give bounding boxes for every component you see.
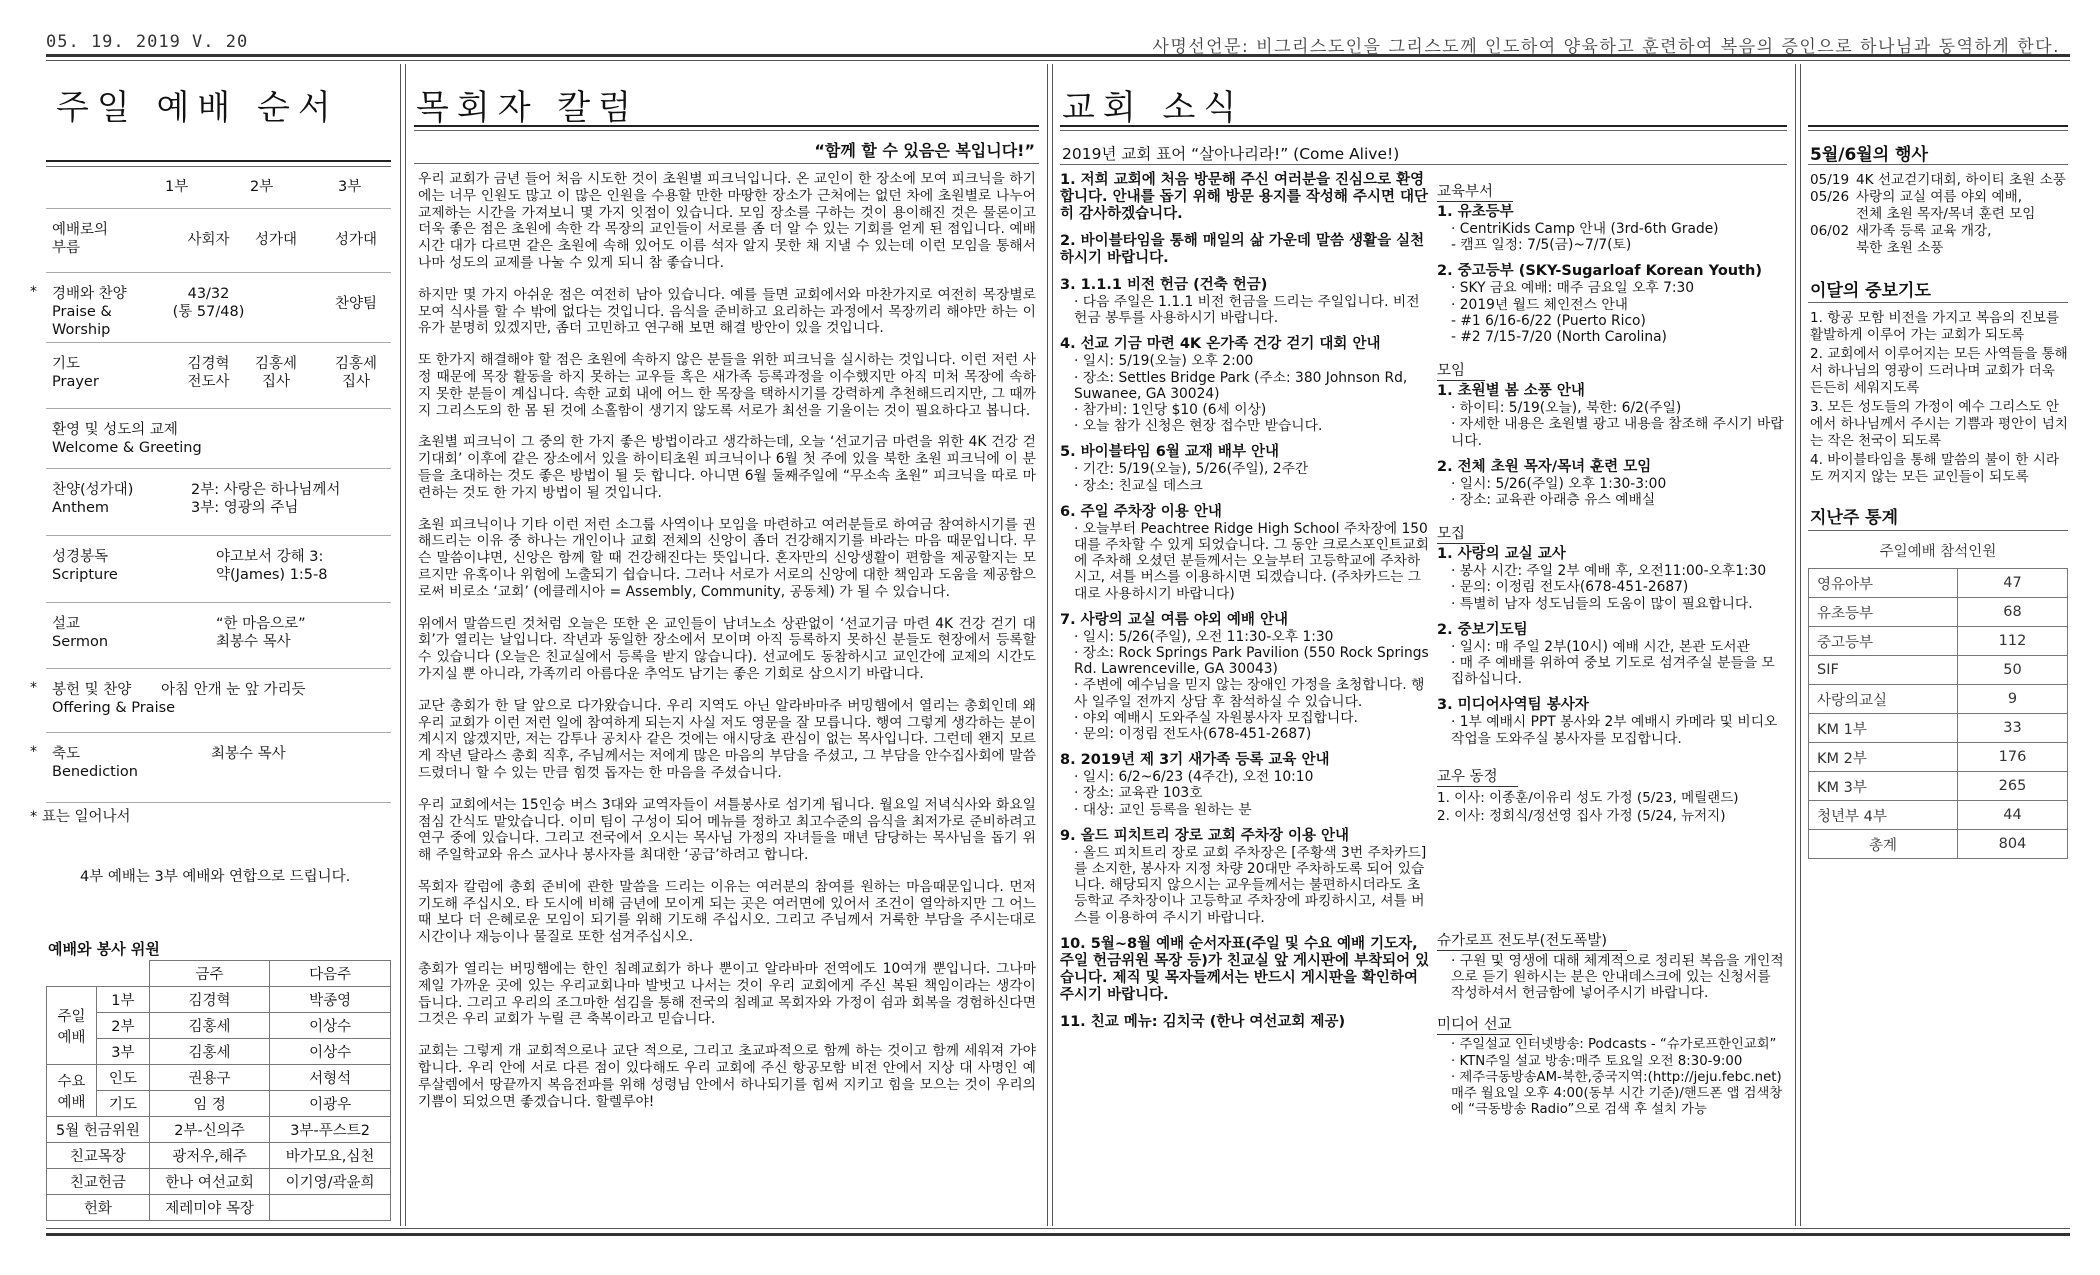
stats-subtitle: 주일예배 참석인원: [1879, 544, 1997, 560]
staff-sub: 2부: [97, 1013, 150, 1039]
stats-label: 중고등부: [1809, 627, 1958, 656]
dept-item-line: · CentriKids Camp 안내 (3rd-6th Grade): [1451, 221, 1719, 237]
worship-item-label: 예배로의 부름: [52, 222, 109, 256]
staff-head: 금주: [149, 961, 269, 987]
media-line: · 제주극동방송AM-북한,중국지역:(http://jeju.febc.net) 매주 월요일 오후 4:00(동부 시간 기준)/핸드폰 앱 검색창에 “극동방송 Radio”으로 검색 후 설치 가능: [1451, 1069, 1783, 1118]
worship-item-label: 기도 Prayer: [52, 356, 99, 390]
worship-item-label: 찬양(성가대) Anthem: [52, 482, 134, 516]
staff-row: [47, 1065, 391, 1091]
news-item-line: · 장소: Settles Bridge Park (주소: 380 Johnson Rd, Suwanee, GA 30024): [1074, 369, 1408, 402]
worship-row: [46, 208, 391, 272]
staff-next-week: 이기영/곽윤희: [270, 1169, 391, 1195]
news-item-line: · 대상: 교인 등록을 원하는 분: [1074, 801, 1252, 818]
news-item-title: 6. 주일 주차장 이용 안내: [1060, 503, 1222, 520]
star-note: * 표는 일어나서: [30, 809, 131, 825]
stats-label: 사랑의교실: [1809, 685, 1958, 714]
dept-item: [1437, 204, 1787, 253]
prayer-list: [1810, 310, 2068, 488]
news-item-title: 2. 바이블타임을 통해 매일의 삶 가운데 말씀 생활을 실천하시기 바랍니다.: [1060, 233, 1425, 266]
title-rule: [1808, 130, 2068, 131]
stats-value: 68: [1958, 598, 2068, 627]
section-heading: 모집: [1437, 522, 1485, 544]
staff-group: 주일 예배: [47, 987, 97, 1065]
staff-this-week: 제레미야 목장: [149, 1195, 269, 1221]
dept-item-title: 1. 사랑의 교실 교사: [1437, 546, 1566, 563]
dept-item-title: 1. 초원별 봄 소풍 안내: [1437, 383, 1585, 400]
news-item: [1060, 504, 1430, 602]
news-item: [1060, 172, 1430, 223]
worship-item-label: 환영 및 성도의 교제 Welcome & Greeting: [52, 422, 202, 456]
staff-group: 헌화: [47, 1195, 150, 1221]
stats-label: 총계: [1809, 830, 1958, 859]
worship-item-value: 사회자: [187, 232, 230, 248]
column-paragraph: 총회가 열리는 버밍햄에는 한인 침례교회가 하나 뿐이고 알라바마 전역에도 10여개 뿐입니다. 그나마 제일 가까운 곳에 있는 우리교회나마 발벗고 나서는 것이 우리 교회에게 주신 복된 책임이라는 생각이 듭니다. 그리고 우리의 조그마한 섬김을 통해 전국의 침례교 목회자와 가정이 쉼과 회복을 경험하신다면 그것은 우리 교회가 누릴 큰 축복이라고 믿습니다.: [418, 961, 1036, 1028]
member-news: 2. 이사: 정회식/정선영 집사 가정 (5/24, 뉴저지): [1437, 807, 1726, 824]
dept-item-line: · 1부 예배시 PPT 봉사와 2부 예배시 카메라 및 비디오 작업을 도와주실 봉사자를 모집합니다.: [1451, 714, 1778, 747]
event-text: 4K 선교걷기대회, 하이티 초원 소풍: [1856, 172, 2066, 188]
news-item-title: 3. 1.1.1 비전 헌금 (건축 헌금): [1060, 277, 1268, 293]
staff-group: 친교목장: [47, 1143, 150, 1169]
event-text: 새가족 등록 교육 개강, 북한 초원 소풍: [1856, 223, 1992, 256]
worship-item-label: 축도 Benediction: [52, 746, 138, 780]
stats-value: 804: [1958, 830, 2068, 859]
evangelism-line: · 구원 및 영생에 대해 체계적으로 정리된 복음을 개인적으로 듣기 원하시는 분은 안내데스크에 있는 신청서를 작성하셔서 헌금함에 넣어주시기 바랍니다.: [1451, 952, 1784, 1002]
title-rule: [46, 166, 391, 167]
dept-item-line: - #2 7/15-7/20 (North Carolina): [1451, 329, 1667, 346]
prayer-item: 1. 항공 모함 비전을 가지고 복음의 진보를 활발하게 이루어 가는 교회가 되도록: [1810, 310, 2059, 343]
stats-row: [1809, 627, 2068, 656]
worship-item-value: 성가대: [334, 232, 378, 248]
department-news: [1437, 172, 1787, 1118]
worship-item-value: “한 마음으로” 최봉수 목사: [216, 616, 306, 650]
staff-sub: 기도: [97, 1091, 150, 1117]
news-item: [1060, 277, 1430, 326]
worship-row: [46, 668, 391, 732]
stats-value: 265: [1958, 772, 2068, 801]
stats-label: SIF: [1809, 656, 1958, 685]
worship-row: [46, 342, 391, 408]
news-item-line: · 일시: 5/26(주일), 오전 11:30-오후 1:30: [1074, 628, 1334, 645]
dept-item: [1437, 263, 1787, 345]
staff-table: [46, 960, 391, 1221]
news-item-line: · 오늘부터 Peachtree Ridge High School 주차장에 150대를 주차할 수 있게 되었습니다. 그 동안 크로스포인트교회에 주차해 오셨던 분들께서는 오늘부터 고등학교에 주차하시고, 셔틀 버스를 이용하시면 되겠습니다. (주차카드는 그대로 사용하시기 바랍니다): [1074, 520, 1429, 602]
stats-row: [1809, 656, 2068, 685]
worship-item-value: 최봉수 목사: [211, 746, 286, 762]
worship-row: [46, 535, 391, 602]
dept-item: [1437, 697, 1787, 746]
worship-item-label: 성경봉독 Scripture: [52, 549, 118, 583]
mission-statement: 사명선언문: 비그리스도인을 그리스도께 인도하여 양육하고 훈련하여 복음의 증인으로 하나님과 동역하게 한다.: [1152, 37, 2060, 57]
dept-item-line: · 문의: 이정림 전도사(678-451-2687): [1451, 579, 1689, 596]
dept-item-line: · 자세한 내용은 초원별 광고 내용을 참조해 주시기 바랍니다.: [1451, 416, 1784, 449]
media-line: · KTN주일 설교 방송:매주 토요일 오전 8:30-9:00: [1451, 1053, 1743, 1069]
event-text: 사랑의 교실 여름 야외 예배, 전체 초원 목자/목녀 훈련 모임: [1856, 189, 2036, 222]
dept-item-title: 2. 중보기도팀: [1437, 621, 1528, 638]
column-paragraph: 하지만 몇 가지 아쉬운 점은 여전히 남아 있습니다. 예를 들면 교회에서와 마찬가지로 여전히 목장별로 모여 식사를 할 수 밖에 없다는 것입니다. 음식을 준비하고 요리하는 과정에서 목장끼리 해야만 하는 이유가 분명히 있겠지만, 좀더 고민하고 연구해 보면 해결 방안이 있을 것입니다.: [418, 286, 1036, 337]
news-item-title: 7. 사랑의 교실 여름 야외 예배 안내: [1060, 611, 1288, 628]
news-item: [1060, 936, 1430, 1004]
stats-label: 청년부 4부: [1809, 801, 1958, 830]
dept-item-line: - 캠프 일정: 7/5(금)~7/7(토): [1451, 237, 1632, 254]
staff-group: 수요 예배: [47, 1065, 97, 1117]
news-item-line: · 오늘 참가 신청은 현장 접수만 받습니다.: [1074, 418, 1323, 435]
stats-label: KM 3부: [1809, 772, 1958, 801]
column-title: 목회자 칼럼: [416, 88, 640, 128]
stats-value: 112: [1958, 627, 2068, 656]
event-date: 06/02: [1810, 223, 1850, 239]
staff-row: [47, 1169, 391, 1195]
event-row: [1810, 223, 2070, 257]
stats-value: 50: [1958, 656, 2068, 685]
dept-item: [1437, 622, 1787, 688]
stats-row: [1809, 801, 2068, 830]
column-divider: [405, 64, 406, 1226]
stats-row: [1809, 714, 2068, 743]
news-item-line: · 기간: 5/19(오늘), 5/26(주일), 2주간: [1074, 461, 1309, 478]
stats-label: KM 2부: [1809, 743, 1958, 772]
column-paragraph: 우리 교회가 금년 들어 처음 시도한 것이 초원별 피크닉입니다. 온 교인이 한 장소에 모여 피크닉을 하기에는 너무 인원도 많고 이 많은 인원을 수용할 만한 마땅한 장소가 근처에는 없던 차에 초원별로 나누어 교제하는 시간을 가져보니 몇 가지 잇점이 있습니다. 모임 장소를 구하는 것이 용이해진 것은 물론이고 더욱 좋은 점은 초원에 속한 각 목장의 교인들이 서로를 좀 더 알 수 있는 기회를 얻게 된 점입니다. 예배 시간 대가 다르면 같은 초원에 속해 있어도 이름 석자 알지 못한 채 지낼 수 있는데 이런 모임을 통해서나마 성도의 교제를 나눌 수 있게 되니 참 좋습니다.: [418, 171, 1036, 271]
staff-this-week: 권용구: [149, 1065, 269, 1091]
news-item-title: 1. 저희 교회에 처음 방문해 주신 여러분을 진심으로 환영합니다. 안내를 돕기 위해 방문 용지를 작성해 주시면 대단히 감사하겠습니다.: [1060, 172, 1429, 222]
dept-item-line: · 봉사 시간: 주일 2부 예배 후, 오전11:00-오후1:30: [1451, 563, 1767, 580]
news-item-title: 5. 바이블타임 6월 교재 배부 안내: [1060, 444, 1280, 461]
staff-this-week: 임 정: [149, 1091, 269, 1117]
section-heading: 교육부서: [1437, 180, 1513, 202]
staff-next-week: 3부-푸스트2: [270, 1117, 391, 1143]
worship-item-value: 43/32 (통 57/48): [172, 286, 245, 320]
stand-mark: *: [30, 680, 37, 696]
dept-item-line: · 2019년 월드 체인전스 안내: [1451, 296, 1628, 313]
worship-row: [46, 732, 391, 802]
news-title: 교회 소식: [1062, 88, 1245, 128]
stats-row: [1809, 569, 2068, 598]
news-list: [1060, 172, 1430, 1041]
dept-item-title: 3. 미디어사역팀 봉사자: [1437, 697, 1589, 714]
fourth-service-note: 4부 예배는 3부 예배와 연합으로 드립니다.: [80, 869, 351, 885]
worship-item-value: 야고보서 강해 3: 약(James) 1:5-8: [216, 549, 328, 583]
news-item: [1060, 336, 1430, 434]
staff-next-week: [270, 1195, 391, 1221]
column-divider: [1052, 64, 1053, 1226]
staff-title: 예배와 봉사 위원: [48, 940, 160, 958]
stats-table: [1808, 568, 2068, 859]
prayer-title: 이달의 중보기도: [1810, 281, 1931, 301]
service-column-head: 2부: [250, 179, 274, 195]
title-rule: [414, 130, 1039, 131]
worship-item-value: 김경혁 전도사: [187, 356, 230, 390]
top-rule: [46, 54, 2070, 57]
column-subtitle: “함께 할 수 있음은 복입니다!”: [814, 141, 1035, 160]
worship-row-end: [46, 802, 391, 803]
staff-group: 친교헌금: [47, 1169, 150, 1195]
news-item: [1060, 612, 1430, 742]
title-rule: [414, 163, 1039, 164]
news-item: [1060, 233, 1430, 267]
staff-sub: 3부: [97, 1039, 150, 1065]
title-rule: [1808, 164, 2068, 165]
staff-this-week: 김홍세: [149, 1013, 269, 1039]
event-date: 05/19: [1810, 172, 1850, 188]
dept-item-line: · 특별히 남자 성도님들의 도움이 많이 필요합니다.: [1451, 595, 1753, 612]
dept-item-line: · 일시: 매 주일 2부(10시) 예배 시간, 본관 도서관: [1451, 638, 1750, 655]
column-paragraph: 교단 총회가 한 달 앞으로 다가왔습니다. 우리 지역도 아닌 알라바마주 버밍햄에서 열리는 총회인데 왜 우리 교회가 이런 저런 일에 참여하게 되는지 사실 저도 영문을 잘 모릅니다. 행여 그렇게 생각하는 분이 계시지 않겠지만, 저는 감투나 공치사 같은 것에는 애시당초 관심이 없는 목사입니다. 그런데 왠지 모르게 작년 달라스 총회 직후, 주님께서는 저에게 많은 마음의 부담을 주셨고, 그 부담을 안수집사회에 말씀드렸더니 할 수 있는 만큼 힘껏 돕자는 한 마음을 주셨습니다.: [418, 697, 1036, 781]
worship-item-label: 경배와 찬양 Praise & Worship: [52, 286, 127, 338]
column-body: [418, 171, 1036, 1125]
worship-item-value: 찬양팀: [334, 296, 378, 312]
worship-row: [46, 408, 391, 468]
bottom-rule-thin: [46, 1228, 2070, 1229]
dept-item-title: 1. 유초등부: [1437, 204, 1514, 220]
news-item-line: · 일시: 5/19(오늘) 오후 2:00: [1074, 353, 1254, 370]
news-item: [1060, 1014, 1430, 1031]
news-item-line: · 야외 예배시 도와주실 자원봉사자 모집합니다.: [1074, 709, 1358, 726]
staff-group: 5월 헌금위원: [47, 1117, 150, 1143]
section-heading: 모임: [1437, 359, 1485, 381]
dept-item-line: · SKY 금요 예배: 매주 금요일 오후 7:30: [1451, 280, 1695, 297]
prayer-item: 3. 모든 성도들의 가정이 예수 그리스도 안에서 하나님께서 주시는 기쁨과 평안이 넘치는 작은 천국이 되도록: [1810, 399, 2068, 449]
title-rule: [1808, 530, 2068, 531]
staff-row: [47, 1143, 391, 1169]
bottom-rule: [46, 1233, 2070, 1236]
staff-row: [47, 1091, 391, 1117]
staff-row: [47, 987, 391, 1013]
news-item-line: · 다음 주일은 1.1.1 비전 헌금을 드리는 주일입니다. 비전 헌금 봉투를 사용하시기 바랍니다.: [1074, 294, 1420, 327]
staff-next-week: 바가모요,심천: [270, 1143, 391, 1169]
staff-next-week: 이상수: [270, 1013, 391, 1039]
staff-next-week: 이광우: [270, 1091, 391, 1117]
yearly-theme: 2019년 교회 표어 “살아나리라!” (Come Alive!): [1062, 145, 1400, 163]
section-heading: 미디어 선교: [1437, 1013, 1532, 1035]
spacer: [1437, 825, 1787, 921]
service-column-head: 1부: [165, 179, 189, 195]
stats-value: 47: [1958, 569, 2068, 598]
news-item: [1060, 444, 1430, 493]
staff-this-week: 한나 여선교회: [149, 1169, 269, 1195]
news-item-line: · 장소: Rock Springs Park Pavilion (550 Rock Springs Rd. Lawrenceville, GA 30043): [1074, 645, 1429, 678]
news-item-title: 4. 선교 기금 마련 4K 온가족 건강 걷기 대회 안내: [1060, 336, 1381, 353]
worship-row: [46, 468, 391, 535]
events-table: [1810, 172, 2070, 257]
staff-this-week: 2부-신의주: [149, 1117, 269, 1143]
staff-next-week: 서형석: [270, 1065, 391, 1091]
dept-item-line: · 일시: 5/26(주일) 오후 1:30-3:00: [1451, 475, 1667, 492]
dept-item-line: - #1 6/16-6/22 (Puerto Rico): [1451, 312, 1646, 329]
title-rule: [1060, 164, 1787, 165]
dept-item-line: · 장소: 교육관 아래층 유스 예배실: [1451, 492, 1656, 509]
stand-mark: *: [30, 284, 37, 300]
dept-item: [1437, 546, 1787, 612]
column-divider: [1795, 64, 1796, 1226]
stats-row: [1809, 830, 2068, 859]
dept-item-title: 2. 중고등부 (SKY-Sugarloaf Korean Youth): [1437, 263, 1762, 280]
staff-head-row: [47, 961, 391, 987]
stats-label: 영유아부: [1809, 569, 1958, 598]
worship-item-value: 2부: 사랑은 하나님께서 3부: 영광의 주님: [191, 482, 341, 516]
news-item-line: · 올드 피치트리 장로 교회 주차장은 [주황색 3번 주차카드]를 소지한, 봉사자 지정 차량 20대만 주차하도록 되어 있습니다. 해당되지 않으시는 교우들께서는 불편하시더라도 초등학교 주차장이나 고등학교 주차장에 파킹하시고, 셔틀 버스를 이용하여 주시기 바랍니다.: [1074, 844, 1427, 926]
stats-label: 유초등부: [1809, 598, 1958, 627]
staff-row: [47, 1195, 391, 1221]
staff-this-week: 광저우,해주: [149, 1143, 269, 1169]
title-rule: [414, 125, 1039, 127]
stats-row: [1809, 598, 2068, 627]
column-paragraph: 교회는 그렇게 개 교회적으로나 교단 적으로, 그리고 초교파적으로 함께 하는 것이고 함께 세워져 가야 합니다. 우리 안에 서로 다른 점이 있다해도 우리 교회에 주신 항공모함 비전 안에서 지상 대 사명인 예루살렘에서 땅끝까지 복음전파를 위해 성령님 안에서 하나되기를 힘써 지키고 힘을 모으는 것이 우리의 기쁨이 되었으면 좋겠습니다. 할렐루야!: [418, 1043, 1036, 1110]
stats-label: KM 1부: [1809, 714, 1958, 743]
staff-sub: 인도: [97, 1065, 150, 1091]
worship-item-label: 설교 Sermon: [52, 616, 109, 650]
column-paragraph: 목회자 칼럼에 총회 준비에 관한 말씀을 드리는 이유는 여러분의 참여를 원하는 마음때문입니다. 먼저 기도해 주십시오. 타 도시에 비해 금년에 모이게 되는 곳은 여러면에 있어서 조건이 열악하지만 그 어느 때 보다 더 은혜로운 모임이 되기를 위해 기도해 주십시오. 그리고 주님께서 거룩한 부담을 주시는대로 시간이나 재능이나 물질로 또한 섬겨주십시오.: [418, 878, 1036, 946]
stats-value: 33: [1958, 714, 2068, 743]
event-date: 05/26: [1810, 189, 1850, 205]
column-paragraph: 또 한가지 해결해야 할 점은 초원에 속하지 않은 분들을 위한 피크닉을 실시하는 것입니다. 이런 저런 사정 때문에 목장 활동을 하지 못하는 교우들 혹은 새가족 등록과정을 이수했지만 아직 미처 목장에 속하지 못한 분들이 계십니다. 속한 교회 내에 어느 한 목장을 택하시기를 강력하게 추천해드리지만, 그 때까지 그리스도의 한 몸 된 것에 소홀함이 생기지 않도록 서로가 최선을 기울이는 것이 필요하다고 봅니다.: [418, 352, 1036, 419]
worship-item-label: 봉헌 및 찬양 Offering & Praise: [52, 682, 176, 716]
stats-value: 176: [1958, 743, 2068, 772]
event-row: [1810, 172, 2070, 189]
staff-this-week: 김홍세: [149, 1039, 269, 1065]
events-title: 5월/6월의 행사: [1810, 145, 1928, 165]
staff-row: [47, 1039, 391, 1065]
service-column-head: 3부: [338, 179, 362, 195]
news-item-title: 9. 올드 피치트리 장로 교회 주차장 이용 안내: [1060, 827, 1350, 844]
news-item-line: · 참가비: 1인당 $10 (6세 이상): [1074, 402, 1267, 419]
news-item-title: 11. 친교 메뉴: 김치국 (한나 여선교회 제공): [1060, 1013, 1346, 1030]
dept-item: [1437, 459, 1787, 508]
news-item-line: · 일시: 6/2~6/23 (4주간), 오전 10:10: [1074, 769, 1314, 786]
staff-next-week: 이상수: [270, 1039, 391, 1065]
column-paragraph: 우리 교회에서는 15인승 버스 3대와 교역자들이 셔틀봉사로 섬기게 됩니다. 월요일 저녁식사와 화요일 점심 간식도 맡았습니다. 이미 팀이 구성이 되어 메뉴를 정하고 최고수준의 음식을 최저가로 준비하려고 연구 중에 있습니다. 그리고 전국에서 오시는 목사님 가정의 자녀들을 매년 담당하는 목사님을 돕기 위해 주일학교와 유스 교사나 봉사자를 최대한 ‘공급’하려고 합니다.: [418, 796, 1036, 864]
title-rule: [1808, 125, 2068, 127]
worship-item-value: 김홍세 집사: [254, 356, 298, 390]
column-paragraph: 초원별 피크닉이 그 중의 한 가지 좋은 방법이라고 생각하는데, 오늘 ‘선교기금 마련을 위한 4K 건강 걷기대회’ 이후에 같은 장소에서 있을 하이티초원 피크닉이나 6월 첫 주에 있을 북한 초원 피크닉에 이 분들을 초대하는 것도 좋은 방법이 될 듯 합니다. 아니면 6월 둘째주일에 “무소속 초원” 피크닉을 따로 마련하는 것도 한 가지 방법이 될 것입니다.: [418, 434, 1036, 501]
staff-row: [47, 1117, 391, 1143]
worship-title: 주일 예배 순서: [56, 88, 339, 128]
prayer-item: 4. 바이블타임을 통해 말씀의 불이 한 시라도 꺼지지 않는 모든 교인들이 되도록: [1810, 452, 2059, 485]
worship-row: [46, 272, 391, 342]
title-rule: [46, 160, 391, 162]
dept-item: [1437, 383, 1787, 449]
news-item: [1060, 828, 1430, 926]
stats-title: 지난주 통계: [1810, 508, 1899, 528]
section-heading: 교우 동정: [1437, 765, 1518, 787]
dept-item-line: · 하이티: 5/19(오늘), 북한: 6/2(주일): [1451, 400, 1682, 417]
column-paragraph: 초원 피크닉이나 기타 이런 저런 소그룹 사역이나 모임을 마련하고 여러분들로 하여금 참여하시기를 권해드리는 이유 중 하나는 개인이나 교회 전체의 신앙이 좀더 건강해지기를 바라는 마음 때문입니다. 무슨 말씀이냐면, 신앙은 함께 할 때 건강해진다는 뜻입니다. 혼자만의 신앙생활이 편함을 제공할지는 모르지만 유혹이나 위험에 노출되기 쉽습니다. 그러나 서로가 서로의 신앙에 대한 책임과 도움을 제공함으로써 비로소 ‘교회’ (에클레시아 = Assembly, Community, 공동체) 가 될 수 있습니다.: [418, 516, 1036, 600]
top-rule-thin: [46, 60, 2070, 61]
worship-item-value: 성가대: [254, 232, 298, 248]
stats-value: 44: [1958, 801, 2068, 830]
news-item: [1060, 752, 1430, 818]
staff-head: 다음주: [270, 961, 391, 987]
title-rule: [1060, 125, 1787, 127]
section-heading: 슈가로프 전도부(전도폭발): [1437, 929, 1627, 951]
staff-sub: 1부: [97, 987, 150, 1013]
staff-next-week: 박종영: [270, 987, 391, 1013]
column-divider: [400, 64, 401, 1226]
news-item-title: 8. 2019년 제 3기 새가족 등록 교육 안내: [1060, 752, 1330, 769]
issue-date: 05. 19. 2019 V. 20: [46, 32, 249, 52]
staff-this-week: 김경혁: [149, 987, 269, 1013]
news-item-title: 10. 5월~8월 예배 순서자표(주일 및 수요 예배 기도자, 주일 헌금위원 목장 등)가 친교실 앞 게시판에 부착되어 있습니다. 제직 및 목자들께서는 반드시 게시판을 확인하여 주시기 바랍니다.: [1060, 935, 1430, 1003]
column-divider: [1047, 64, 1048, 1226]
worship-item-value: 아침 안개 눈 앞 가리듯: [161, 682, 306, 698]
stats-row: [1809, 743, 2068, 772]
title-rule: [1060, 130, 1787, 131]
worship-item-value: 김홍세 집사: [334, 356, 378, 390]
stand-mark: *: [30, 744, 37, 760]
news-item-line: · 주변에 예수님을 믿지 않는 장애인 가정을 초청합니다. 행사 일주일 전까지 상담 후 참석하실 수 있습니다.: [1074, 677, 1425, 710]
media-line: · 주일설교 인터넷방송: Podcasts - “슈가로프한인교회”: [1451, 1037, 1777, 1053]
member-news: 1. 이사: 이종훈/이유리 성도 가정 (5/23, 메릴랜드): [1437, 789, 1739, 806]
event-row: [1810, 189, 2070, 223]
stats-value: 9: [1958, 685, 2068, 714]
dept-item-title: 2. 전체 초원 목자/목녀 훈련 모임: [1437, 458, 1652, 475]
dept-item-line: · 매 주 예배를 위하여 중보 기도로 섬겨주실 분들을 모집하십니다.: [1451, 655, 1775, 688]
worship-row: [46, 602, 391, 668]
news-item-line: · 장소: 친교실 데스크: [1074, 477, 1203, 494]
stats-row: [1809, 772, 2068, 801]
staff-row: [47, 1013, 391, 1039]
news-item-line: · 장소: 교육관 103호: [1074, 785, 1203, 802]
column-divider: [1800, 64, 1801, 1226]
staff-head-blank: [47, 961, 150, 987]
prayer-item: 2. 교회에서 이루어지는 모든 사역들을 통해서 하나님의 영광이 드러나며 교회가 더욱 든든히 세워지도록: [1810, 346, 2068, 396]
news-item-line: · 문의: 이정림 전도사(678-451-2687): [1074, 726, 1312, 743]
title-rule: [1808, 302, 2068, 303]
column-paragraph: 위에서 말씀드린 것처럼 오늘은 또한 온 교인들이 남녀노소 상관없이 ‘선교기금 마련 4K 건강 걷기 대회’가 열리는 날입니다. 작년과 동일한 장소에서 모이며 아직 등록하지 못하신 분들도 현장에서 등록할 수 있습니다 (오늘은 친교실에서 등록을 받지 않습니다). 선교에도 동참하시고 교인간에 교제의 시간도 가지실 뿐 아니라, 가족끼리 아름다운 추억도 남기는 좋은 기회로 삼으시기 바랍니다.: [418, 615, 1036, 682]
stats-row: [1809, 685, 2068, 714]
